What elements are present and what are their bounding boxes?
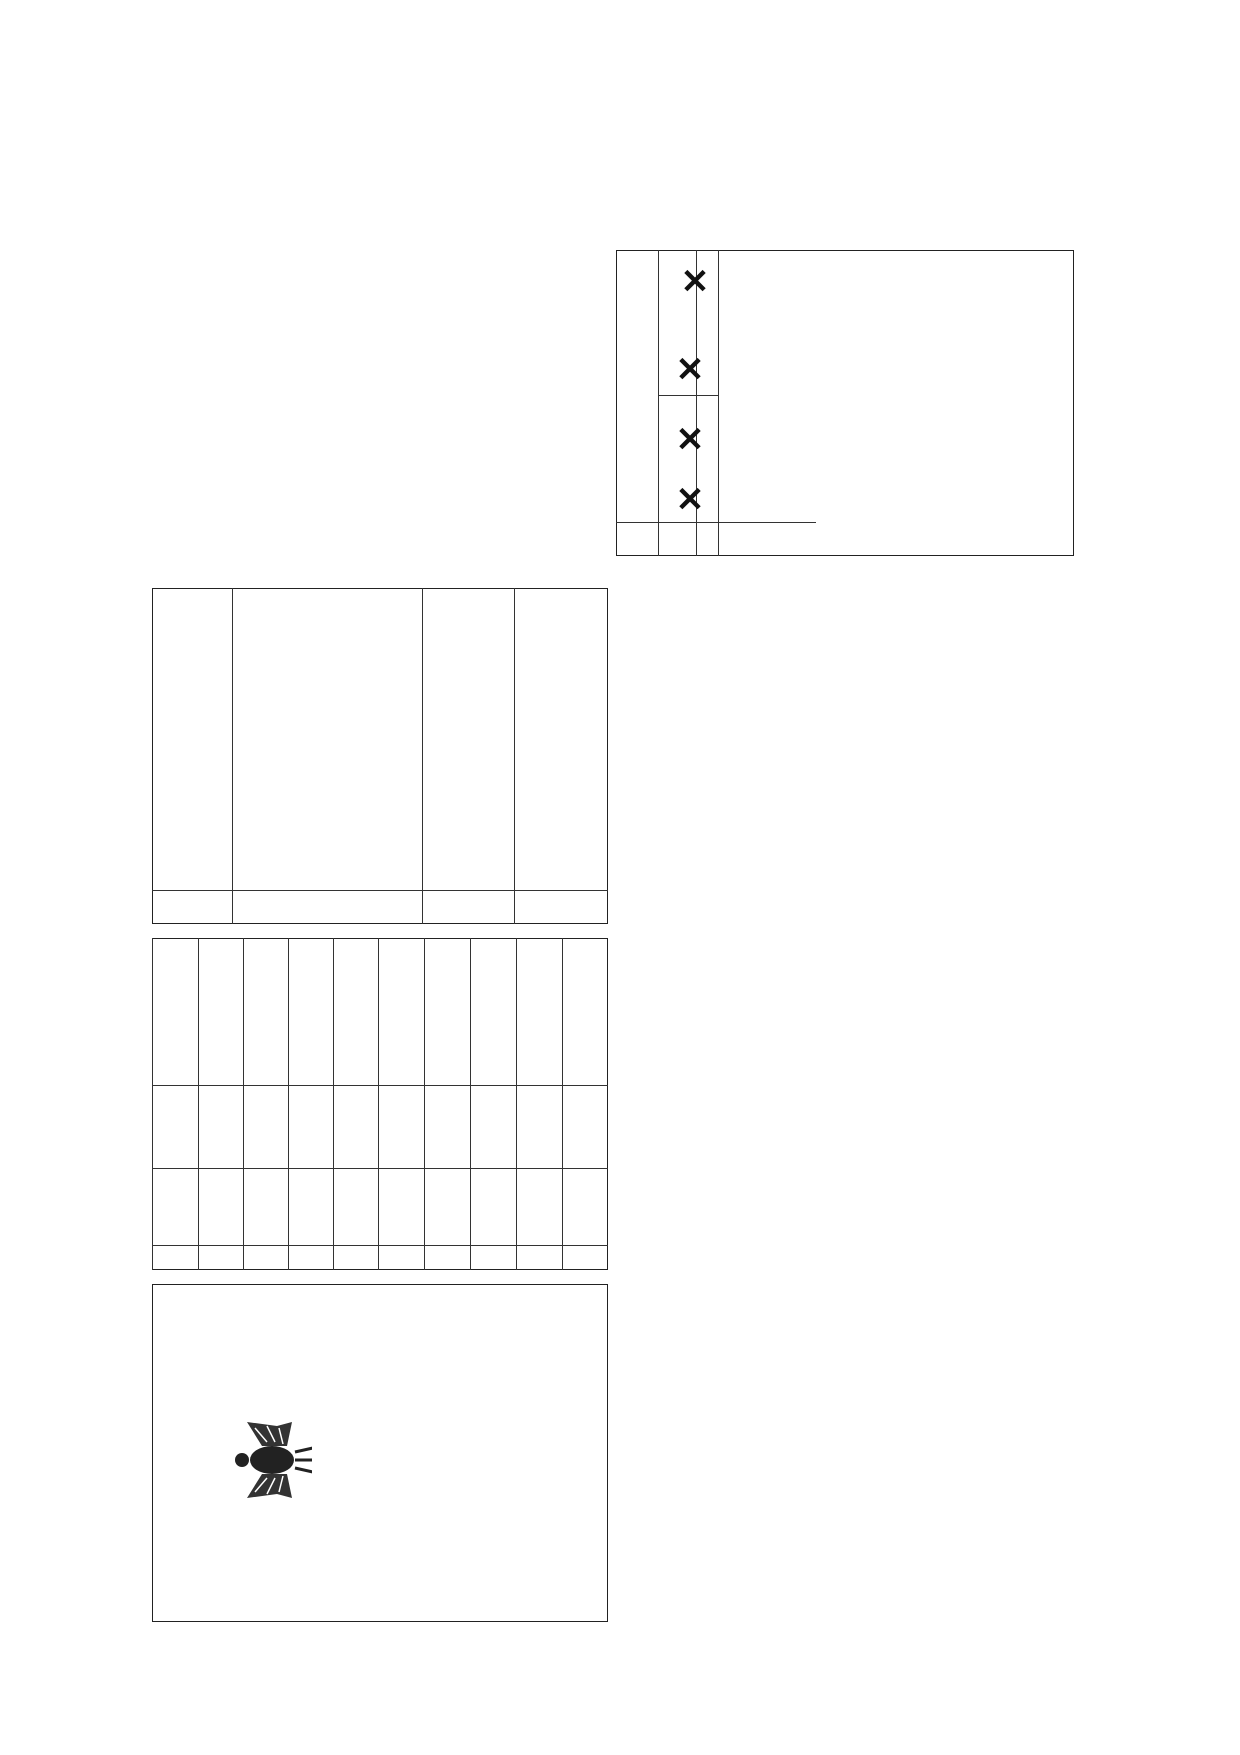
exam-table <box>616 582 1074 1622</box>
cover-panel <box>152 1284 608 1622</box>
cross-mark-icon: ✕ <box>680 263 710 301</box>
cross-mark-icon: ✕ <box>675 421 705 459</box>
cross-mark-icon: ✕ <box>675 351 705 389</box>
federal-eagle-emblem <box>232 1405 312 1515</box>
fields-panel <box>152 938 608 1270</box>
cross-mark-icon: ✕ <box>675 481 705 519</box>
licence-panel <box>152 588 608 924</box>
